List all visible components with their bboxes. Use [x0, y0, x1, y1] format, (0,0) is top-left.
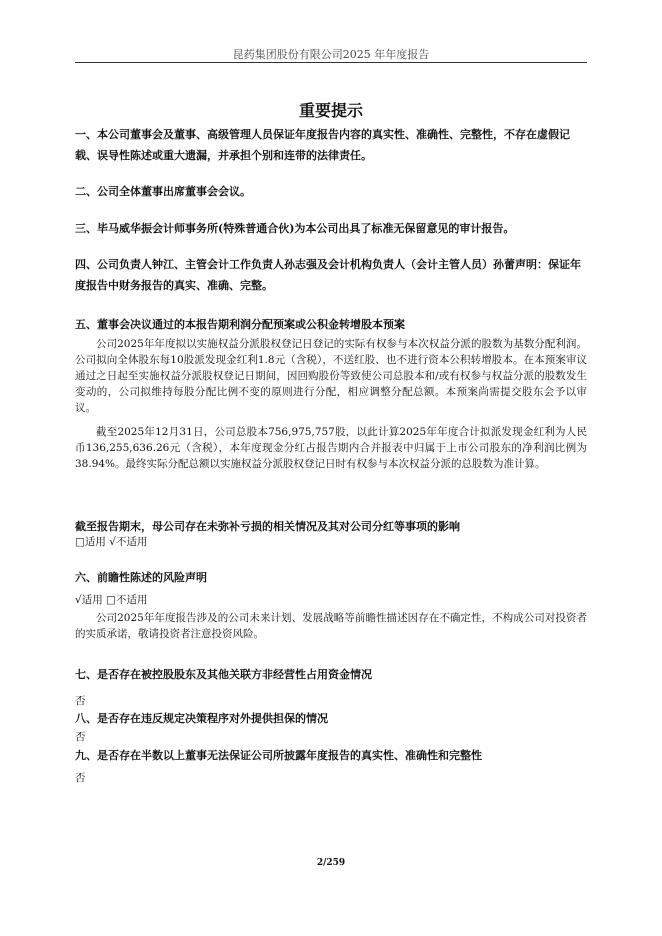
- page-number: 2/259: [316, 858, 346, 868]
- item-7-answer: 否: [75, 695, 86, 707]
- page-header: 昆药集团股份有限公司2025 年年度报告: [232, 48, 430, 61]
- header-rule: [75, 62, 587, 63]
- risk-applicability: √适用 □不适用: [75, 594, 148, 606]
- notice-item-2: 二、公司全体董事出席董事会会议。: [75, 185, 251, 198]
- page-title: 重要提示: [298, 101, 363, 120]
- item-9-answer: 否: [75, 772, 86, 784]
- notice-item-6: 六、前瞻性陈述的风险声明: [75, 571, 207, 584]
- notice-item-9: 九、是否存在半数以上董事无法保证公司所披露年度报告的真实性、准确性和完整性: [75, 749, 482, 762]
- uncovered-loss-heading: 截至报告期末，母公司存在未弥补亏损的相关情况及其对公司分红等事项的影响: [75, 520, 460, 533]
- notice-item-5: 五、董事会决议通过的本报告期利润分配预案或公积金转增股本预案: [75, 318, 405, 331]
- risk-statement-paragraph: 公司2025年年度报告涉及的公司未来计划、发展战略等前瞻性描述因存在不确定性，不构成公司对投资者的实质承诺，敬请投资者注意投资风险。: [75, 612, 587, 640]
- notice-item-8: 八、是否存在违反规定决策程序对外提供担保的情况: [75, 712, 328, 725]
- uncovered-loss-applicability: □适用 √不适用: [75, 536, 148, 548]
- dividend-plan-paragraph: 公司2025年年度拟以实施权益分派股权登记日登记的实际有权参与本次权益分派的股数为基数分配利润。公司拟向全体股东每10股派发现金红利1.8元（含税），不送红股、也不进行资本公积转增股本。在本预案审议通过之日起至实施权益分派股权登记日期间，因回购股份等致使公司总股本和/或有权参与权益分派的股数发生变动的，公司拟维持每股分配比例不变的原则进行分配，相应调整分配总额。本预案尚需提交股东会予以审议。: [75, 338, 587, 414]
- notice-item-3: 三、毕马威华振会计师事务所(特殊普通合伙)为本公司出具了标准无保留意见的审计报告。: [75, 222, 515, 235]
- notice-item-7: 七、是否存在被控股股东及其他关联方非经营性占用资金情况: [75, 668, 372, 681]
- dividend-amount-paragraph: 截至2025年12月31日，公司总股本756,975,757股，以此计算2025年年度合计拟派发现金红利为人民币136,255,636.26元（含税），本年度现金分红占报告期内合并报表中归属于上市公司股东的净利润比例为38.94%。最终实际分配总额以实施权益分派股权登记日时有权参与本次权益分派的总股数为准计算。: [75, 426, 587, 470]
- item-8-answer: 否: [75, 731, 86, 743]
- notice-item-4: 四、公司负责人钟江、主管会计工作负责人孙志强及会计机构负责人（会计主管人员）孙蕾声明：保证年度报告中财务报告的真实、准确、完整。: [75, 258, 581, 292]
- notice-item-1: 一、本公司董事会及董事、高级管理人员保证年度报告内容的真实性、准确性、完整性，不存在虚假记载、误导性陈述或重大遗漏，并承担个别和连带的法律责任。: [75, 128, 570, 162]
